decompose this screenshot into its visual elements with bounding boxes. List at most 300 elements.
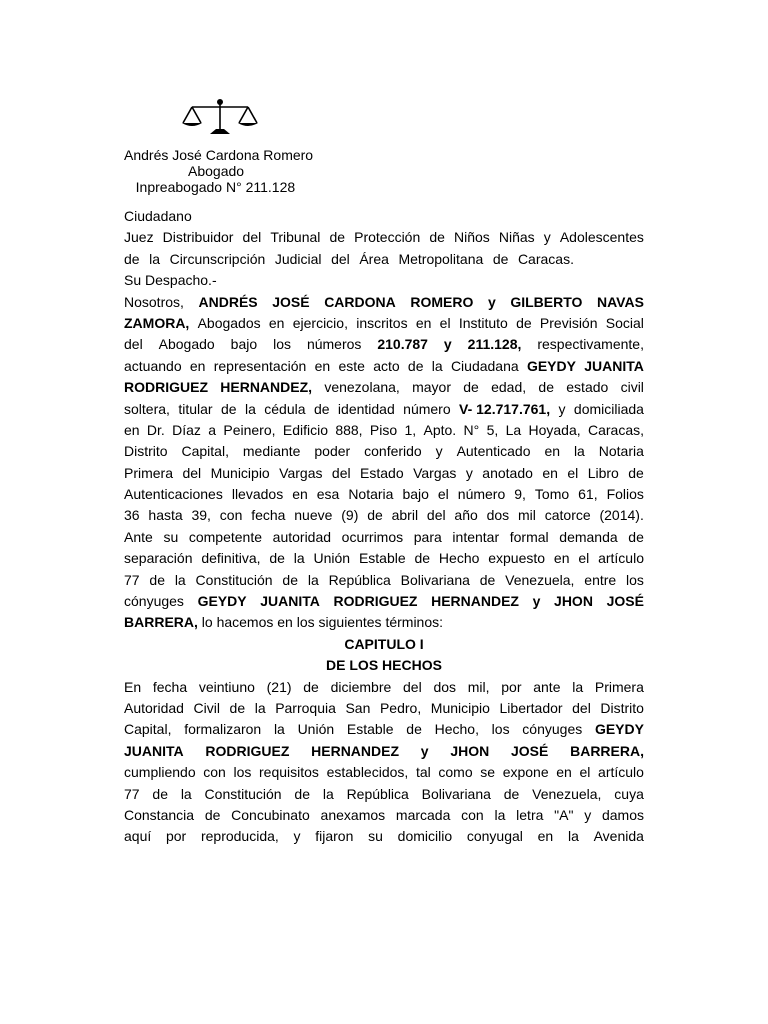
word: a	[208, 421, 217, 438]
word: GEYDY	[594, 721, 644, 738]
word: Hecho	[438, 550, 480, 567]
word: ZAMORA,	[124, 314, 190, 331]
word: "A"	[554, 806, 574, 823]
word: acto	[373, 357, 400, 374]
word: Constitución	[204, 785, 282, 802]
word: bajo	[230, 336, 258, 353]
word: de	[204, 806, 221, 823]
word: y	[420, 742, 429, 759]
lawyer-name: Andrés José Cardona Romero	[124, 147, 314, 163]
word: 9,	[514, 486, 526, 503]
word: de	[492, 250, 509, 267]
word: con	[219, 507, 243, 524]
word: Libertador	[499, 699, 563, 716]
word: Nosotros,	[124, 293, 184, 310]
word: Constitución	[195, 571, 273, 588]
word: en	[292, 486, 308, 503]
word: Autenticado	[456, 443, 531, 460]
word: establecidos,	[326, 764, 409, 781]
word: intentar	[452, 528, 500, 545]
word: la	[307, 571, 319, 588]
word: la	[149, 250, 161, 267]
word: expuesto	[488, 550, 546, 567]
word: autoridad	[272, 528, 332, 545]
word: representación	[213, 357, 307, 374]
word: venezolana,	[324, 379, 400, 396]
word: ROMERO	[410, 293, 474, 310]
word: JUANITA	[260, 593, 320, 610]
word: La	[505, 421, 522, 438]
word: los	[233, 764, 252, 781]
word: de	[407, 357, 424, 374]
word: artículo	[598, 550, 644, 567]
p1-line-15	[124, 591, 644, 612]
p2-line-7	[124, 805, 644, 826]
word: Tomo	[534, 486, 570, 503]
word: los	[491, 721, 510, 738]
word: requisitos	[259, 764, 319, 781]
word: Tribunal	[270, 229, 321, 246]
word: Estable	[346, 721, 394, 738]
word: mil	[518, 507, 536, 524]
word: civil	[620, 379, 644, 396]
p1-line-16: BARRERA, lo hacemos en los siguientes términos:	[124, 614, 444, 631]
word: de	[329, 229, 346, 246]
p2-line-1	[124, 677, 644, 698]
word: su	[163, 528, 179, 545]
addressee-line-2	[124, 227, 644, 248]
word: y	[435, 443, 443, 460]
word: y	[543, 229, 551, 246]
word: y	[487, 293, 496, 310]
word: JHON	[450, 742, 490, 759]
p1-line-10	[124, 484, 644, 505]
word: en	[189, 357, 206, 374]
word: los	[626, 571, 644, 588]
word: Avenida	[593, 828, 644, 845]
word: Ante	[124, 528, 153, 545]
word: Área	[359, 250, 389, 267]
word: estado	[566, 379, 609, 396]
word: número	[403, 400, 451, 417]
word: Hoyada,	[528, 421, 581, 438]
word: HERNANDEZ,	[220, 379, 313, 396]
word: de	[463, 379, 479, 396]
word: Autenticaciones	[124, 486, 223, 503]
word: Dr.	[146, 421, 165, 438]
word: conferido	[364, 443, 422, 460]
word: Municipio	[430, 699, 490, 716]
word: abril	[391, 507, 419, 524]
word: Bolivariana	[400, 571, 470, 588]
word: hasta	[148, 507, 183, 524]
word: Unión	[297, 721, 335, 738]
word: de	[124, 250, 140, 267]
word: y	[293, 828, 301, 845]
word: y	[443, 336, 452, 353]
word: ocurrimos	[341, 528, 404, 545]
word: el	[578, 550, 590, 567]
word: cédula	[264, 400, 306, 417]
word: GEYDY	[197, 593, 247, 610]
word: con	[203, 764, 226, 781]
scales-of-justice-icon	[180, 98, 260, 138]
p1-line-2	[124, 313, 644, 334]
word: Vargas	[279, 464, 323, 481]
word: Peinero,	[223, 421, 276, 438]
word: 211.128,	[467, 336, 522, 353]
word: del	[331, 250, 350, 267]
word: en	[124, 421, 140, 438]
p1-line-12	[124, 527, 644, 548]
word: Venezuela,	[532, 785, 602, 802]
word: y	[532, 593, 541, 610]
word: en	[314, 357, 331, 374]
word: Ciudadana	[450, 357, 519, 374]
word: nueve	[294, 507, 333, 524]
lawyer-registration: Inpreabogado N° 211.128	[135, 179, 296, 195]
p1-line-4	[124, 356, 644, 377]
word: la	[573, 443, 585, 460]
word: su	[368, 828, 383, 845]
word: 39,	[191, 507, 211, 524]
word: 5,	[486, 421, 499, 438]
word: RODRIGUEZ	[124, 379, 208, 396]
word: de	[538, 379, 554, 396]
word: Unión	[313, 550, 351, 567]
word: Capital,	[124, 721, 172, 738]
word: número	[457, 486, 506, 503]
word: de	[303, 678, 319, 695]
word: anotado	[482, 464, 533, 481]
word: 61,	[578, 486, 598, 503]
word: demanda	[559, 528, 618, 545]
word: Libro	[587, 464, 619, 481]
word: Estado	[360, 464, 404, 481]
word: Niños	[454, 229, 490, 246]
word: de	[406, 721, 422, 738]
word: fecha	[251, 507, 286, 524]
p2-line-4	[124, 741, 644, 762]
word: el	[437, 486, 449, 503]
p1-line-7	[124, 420, 644, 441]
word: HERNANDEZ	[431, 593, 519, 610]
word: dos	[433, 678, 457, 695]
word: domicilio	[397, 828, 453, 845]
p2-line-2	[124, 698, 644, 719]
word: expone	[502, 764, 549, 781]
word: en	[544, 443, 561, 460]
word: entre	[584, 571, 617, 588]
word: 888,	[335, 421, 363, 438]
word: Bolivariana	[421, 785, 491, 802]
word: Díaz	[172, 421, 201, 438]
addressee-line-4: Su Despacho.-	[124, 272, 217, 289]
word: Distribuidor	[162, 229, 234, 246]
word: Primera	[124, 464, 174, 481]
word: Pedro,	[379, 699, 422, 716]
p1-line-1	[124, 292, 644, 313]
word: la	[180, 785, 192, 802]
word: Concubinato	[231, 806, 310, 823]
word: la	[431, 357, 443, 374]
addressee-line-3	[124, 249, 574, 270]
word: este	[338, 357, 365, 374]
word: se	[480, 764, 496, 781]
word: Primera	[594, 678, 644, 695]
word: de	[220, 400, 237, 417]
word: identidad	[337, 400, 395, 417]
p1-line-9	[124, 463, 644, 484]
word: de	[414, 550, 431, 567]
word: Previsión	[539, 314, 598, 331]
word: anexamos	[320, 806, 386, 823]
word: edad,	[491, 379, 527, 396]
word: Parroquia	[275, 699, 336, 716]
word: de	[282, 571, 298, 588]
word: catorce	[544, 507, 591, 524]
word: Autoridad	[124, 699, 184, 716]
word: RODRIGUEZ	[205, 742, 290, 759]
word: 77	[124, 571, 140, 588]
word: competente	[188, 528, 263, 545]
p2-line-3	[124, 719, 644, 740]
word: V- 12.717.761,	[459, 400, 551, 417]
word: formalizaron	[184, 721, 262, 738]
word: del	[331, 464, 351, 481]
word: JOSÉ	[272, 293, 310, 310]
word: fijaron	[315, 828, 354, 845]
word: Distrito	[600, 699, 644, 716]
chapter-title: CAPITULO I	[344, 635, 424, 652]
word: de	[294, 785, 310, 802]
document-body	[124, 206, 644, 848]
word: 77	[124, 785, 140, 802]
word: damos	[601, 806, 644, 823]
word: marcada	[395, 806, 451, 823]
word: aquí	[124, 828, 152, 845]
word: de	[313, 400, 330, 417]
word: (2014).	[599, 507, 644, 524]
word: del	[124, 336, 143, 353]
word: llevados	[231, 486, 284, 503]
word: la	[244, 400, 256, 417]
word: Edificio	[282, 421, 328, 438]
word: Civil	[193, 699, 220, 716]
word: poder	[314, 443, 351, 460]
word: BARRERA,	[570, 742, 644, 759]
word: Piso	[369, 421, 398, 438]
word: cónyuges	[522, 721, 583, 738]
word: En	[124, 678, 142, 695]
word: letra	[516, 806, 544, 823]
lawyer-title: Abogado	[188, 163, 245, 179]
word: diciembre	[330, 678, 392, 695]
word: la	[273, 721, 285, 738]
word: del	[426, 507, 446, 524]
word: 36	[124, 507, 140, 524]
word: el	[439, 314, 451, 331]
word: RODRIGUEZ	[333, 593, 418, 610]
word: Venezuela,	[505, 571, 575, 588]
word: cuya	[614, 785, 644, 802]
word: HERNANDEZ	[311, 742, 400, 759]
word: números	[306, 336, 362, 353]
word: conyugal	[466, 828, 523, 845]
p2-line-5	[124, 762, 644, 783]
word: para	[413, 528, 442, 545]
word: actuando	[124, 357, 182, 374]
word: JOSÉ	[606, 593, 644, 610]
word: en	[415, 314, 432, 331]
word: y	[465, 464, 473, 481]
word: Distrito	[124, 443, 168, 460]
word: de	[149, 571, 165, 588]
chapter-subtitle: DE LOS HECHOS	[326, 657, 442, 674]
word: y	[584, 806, 592, 823]
word: Apto.	[423, 421, 457, 438]
word: Constancia	[124, 806, 195, 823]
word: esa	[316, 486, 340, 503]
word: en	[542, 464, 558, 481]
word: de	[269, 550, 285, 567]
p1-line-11	[124, 505, 644, 526]
word: inscritos	[356, 314, 408, 331]
word: mil,	[467, 678, 490, 695]
word: 1,	[404, 421, 417, 438]
word: Capital,	[181, 443, 229, 460]
word: de	[628, 464, 644, 481]
word: del	[182, 464, 202, 481]
word: Caracas.	[517, 250, 574, 267]
word: titular	[178, 400, 213, 417]
word: la	[494, 806, 506, 823]
word: Municipio	[210, 464, 270, 481]
word: Adolescentes	[559, 229, 644, 246]
p1-line-5	[124, 377, 644, 398]
p1-line-8	[124, 441, 644, 462]
word: domiciliada	[573, 400, 644, 417]
word: en	[537, 828, 554, 845]
word: (21)	[266, 678, 292, 695]
word: respectivamente,	[537, 336, 644, 353]
word: la	[322, 785, 334, 802]
word: Protección	[354, 229, 421, 246]
word: ejercicio,	[292, 314, 348, 331]
word: de	[503, 785, 520, 802]
word: en	[268, 314, 285, 331]
word: Circunscripción	[169, 250, 266, 267]
word: República	[346, 785, 409, 802]
word: bajo	[402, 486, 429, 503]
p1-line-14	[124, 570, 644, 591]
word: GILBERTO	[510, 293, 583, 310]
word: (9)	[341, 507, 359, 524]
word: dos	[486, 507, 510, 524]
word: Vargas	[413, 464, 457, 481]
word: JUANITA	[584, 357, 644, 374]
word: el	[579, 764, 591, 781]
word: 210.787	[377, 336, 428, 353]
word: Abogado	[158, 336, 215, 353]
word: ante	[533, 678, 561, 695]
word: ANDRÉS	[198, 293, 258, 310]
word: los	[273, 336, 291, 353]
word: de	[152, 785, 168, 802]
word: como	[438, 764, 473, 781]
word: formal	[509, 528, 549, 545]
word: GEYDY	[526, 357, 576, 374]
word: JHON	[554, 593, 593, 610]
word: fecha	[152, 678, 188, 695]
word: de	[367, 507, 383, 524]
word: cumpliendo	[124, 764, 196, 781]
word: Folios	[606, 486, 644, 503]
word: soltera,	[124, 400, 170, 417]
word: en	[553, 550, 570, 567]
word: de	[628, 528, 644, 545]
word: la	[293, 550, 305, 567]
word: con	[461, 806, 484, 823]
letterhead	[124, 147, 313, 195]
word: Instituto	[458, 314, 508, 331]
word: Notaria	[598, 443, 644, 460]
word: de	[429, 229, 445, 246]
word: Niñas	[498, 229, 535, 246]
word: del	[572, 699, 591, 716]
word: separación	[124, 550, 193, 567]
word: Hecho,	[434, 721, 479, 738]
word: Social	[605, 314, 644, 331]
word: JOSÉ	[510, 742, 549, 759]
word: definitiva,	[201, 550, 261, 567]
word: N°	[463, 421, 480, 438]
word: artículo	[598, 764, 644, 781]
word: San	[345, 699, 371, 716]
word: JUANITA	[124, 742, 184, 759]
p1-line-6	[124, 399, 644, 420]
word: por	[165, 828, 187, 845]
word: reproducida,	[200, 828, 279, 845]
word: cónyuges	[124, 593, 184, 610]
p2-line-8	[124, 826, 644, 847]
p1-line-3	[124, 334, 644, 355]
word: la	[254, 699, 266, 716]
word: Estable	[358, 550, 406, 567]
word: Notaria	[348, 486, 394, 503]
word: en	[556, 764, 572, 781]
p2-line-6	[124, 784, 644, 805]
p1-line-13	[124, 548, 644, 569]
word: del	[242, 229, 262, 246]
word: tal	[415, 764, 431, 781]
word: el	[567, 464, 579, 481]
word: Metropolitana	[398, 250, 484, 267]
word: Juez	[124, 229, 154, 246]
word: veintiuno	[198, 678, 255, 695]
word: Caracas,	[587, 421, 644, 438]
word: República	[328, 571, 391, 588]
word: año	[454, 507, 478, 524]
word: mayor	[412, 379, 451, 396]
word: Abogados	[197, 314, 261, 331]
word: de	[229, 699, 246, 716]
word: y	[558, 400, 566, 417]
word: de	[516, 314, 532, 331]
word: NAVAS	[597, 293, 644, 310]
word: del	[403, 678, 422, 695]
word: por	[501, 678, 522, 695]
